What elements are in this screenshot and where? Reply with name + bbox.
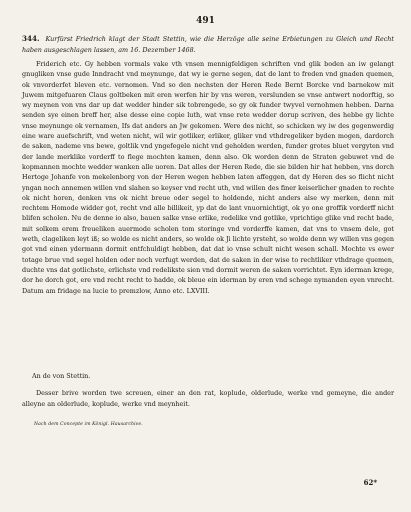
source-note: Nach dem Concepte im Königl. Hausarchive. xyxy=(34,422,143,427)
signature-mark: 62* xyxy=(363,478,377,487)
note xyxy=(22,388,394,409)
document-body xyxy=(22,59,394,296)
closing-line: An de von Stettin. xyxy=(32,372,91,380)
body-paragraph: Friderich etc. Gy hebben vormals vake vth vnsen mennigfeldigen schriften vnd glik boden an iw gelangt gnugliken vnse gude Inndracht vnd meynunge, dat wy ie gerne segen, dat de lant to freden vnd gnaden quemen, ok vnvorderfet bleven etc. vernomen. Vnd so den nechsten der Heren Rede Bernt Borcke vnd barnekow mit Juwem mitgefuaren Claus goltbeken mit eren werfen hir by vns weren, verslunden se vnse antwert nodorftig, so wy meynen von vns dar up dat wedder hinder sik tobrengede, so gy ok funder twyvel vernohmen hebben. Darna senden sye einen breff her, alse desse eine copie luth, wat vnse rete wedder dorup scriven, des hebbe gy lichte vnse meynunge ok vernamen, Ifs dat anders an Jw gekomen. Were des nicht, so schicken wy iw des gegenwerdig eine ware auefschrift, vnd weten nicht, wil wir gotliker, erliker, gliker vnd vthdregeliker byden mogen, dardorch de saken, nademe vns bewe, goltlik vnd yngefegele nicht vnd geholden werden, funder grotes bluet vergyten vnd der lande merklike vorderff to flege mochten kamen, denn also. Ok worden denn de Straten gebuwet vnd de kopmannen mochte wedder wanken alle uoren. Dat alles der Heren Rede, die sie bilden hir hat hebben, vns dorch Hertoge Johanfe von mekelenborg von der Heren wegen hebben laten affeggen, dat dy Heren des so flicht nicht yngan noch annemen willen vnd slahen so keyser vnd recht uth, vnd willen des finer keiserlicher gnaden to rechte ok nicht horen, denken vns ok nicht breue oder segel to holdende, nicht anders alse wy merken, denn mit rechtem Homode widder got, recht vnd alle billikeit, yp dat de lant vnuornichtigt, ok yo one groffik vorderff nicht blifen scholen. Nu de denne io also, bauen salke vnse erlike, redelike vnd gotlike, vprichtige glike vnd recht bade, mit solkem erem freueliken auermode scholen tom storinge vnd vorderffe kamen, dat vns to vnsem dele, got weth, clageliken leyt iß; so wolde es nicht anders, so wolde ok Ji lichte yrsteht, so wolde denn wy willen vns gegen got vnd einen ydermann dormit entfchuldigt hebben, dat dat io vnse schult nicht wesen schall. Mochte vs ewer totage brue vnd segel holden oder noch verfugt werden, dat de saken in der wise to rechtliker vthdrage quemen, duchte vns dat gotlichste, erlichste vnd redelikste sien vnd dormit weren de saken vorrichtet. Eyn iderman krege, dor he dorch got, ere vnd recht recht to hadde, ok bleue ein iderman by eren vnd schege nymanden eyen vnrecht. Datum am fridage na lucie to premzlow, Anno etc. LXVIII. xyxy=(22,60,395,295)
document-heading xyxy=(22,33,394,56)
document-number: 344. xyxy=(22,34,40,43)
note-paragraph: Desser brive worden twe screuen, einer an den rat, koplude, olderlude, werke vnd gemeyne, die ander alleyne an olderlude, koplude, werke vnd meynheit. xyxy=(22,389,394,408)
heading-text: Kurfürst Friedrich klagt der Stadt Stettin, wie die Herzöge alle seine Erbietungen zu Gleich und Recht haben ausgeschlagen lassen, am 16. Dezember 1468. xyxy=(22,35,394,54)
page-number: 491 xyxy=(196,16,215,26)
